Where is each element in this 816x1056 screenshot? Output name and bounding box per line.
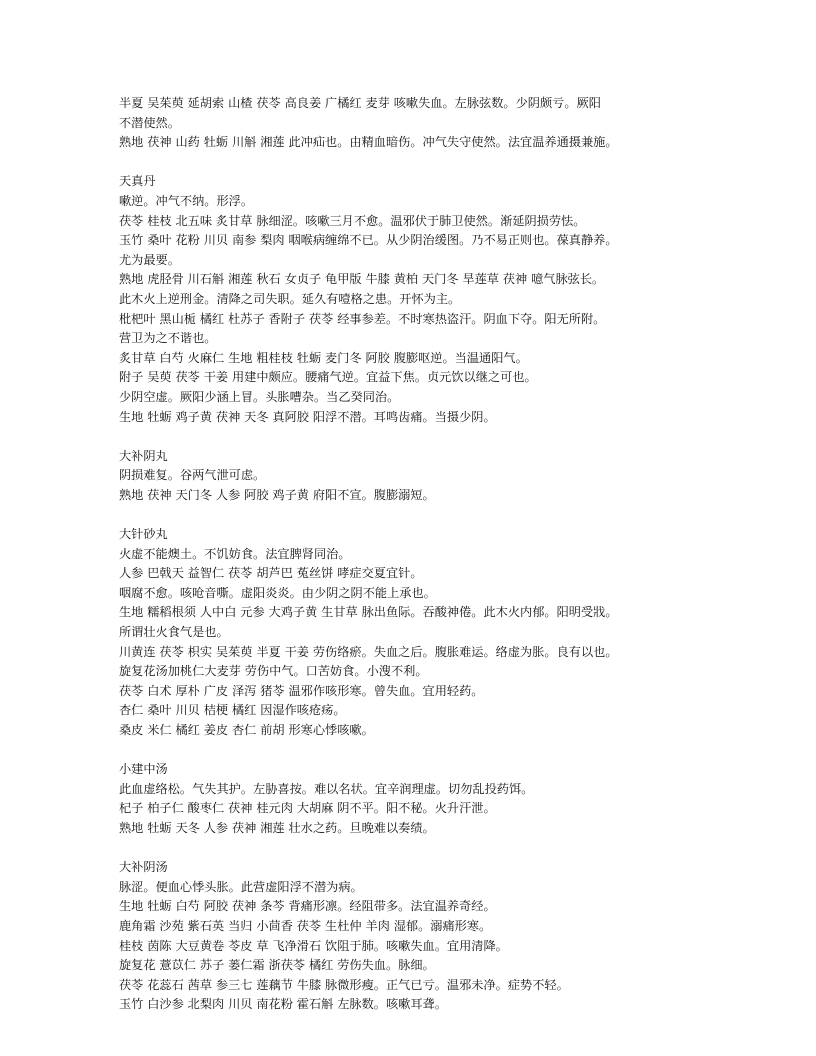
text-line: 半夏 吴茱萸 延胡索 山楂 茯苓 高良姜 广橘红 麦芽 咳嗽失血。左脉弦数。少阴颇亏。厥阳 xyxy=(119,96,601,110)
text-line: 此血虚络松。气失其护。左胁喜按。难以名状。宜辛润理虚。切勿乱投药饵。 xyxy=(119,781,534,796)
paragraph-gap xyxy=(119,153,756,173)
section-dazhensha-wan xyxy=(119,525,756,741)
text-line: 鹿角霜 沙苑 紫石英 当归 小茴香 茯苓 生杜仲 羊肉 湿郁。溺痛形寒。 xyxy=(119,918,492,933)
text-line: 茯苓 花蕊石 茜草 参三七 莲藕节 牛膝 脉微形瘦。正气已亏。温邪未净。症势不轻。 xyxy=(119,977,569,992)
text-line: 玉竹 桑叶 花粉 川贝 南参 梨肉 咽喉病缠绵不已。从少阴治缓图。乃不易正则也。葆真静养。 xyxy=(119,233,618,248)
paragraph-gap xyxy=(119,839,756,859)
text-line: 茯苓 桂枝 北五味 炙甘草 脉细涩。咳嗽三月不愈。温邪伏于肺卫使然。渐延阴损劳怯。 xyxy=(119,213,586,228)
section-dabuyin-wan xyxy=(119,447,756,506)
section-title: 大补阴丸 xyxy=(119,448,168,463)
section-title: 大针砂丸 xyxy=(119,527,168,542)
paragraph-gap xyxy=(119,741,756,761)
text-line: 此木火上逆刑金。清降之司失职。延久有噎格之患。开怀为主。 xyxy=(119,291,461,306)
text-line: 人参 巴戟天 益智仁 茯苓 胡芦巴 菟丝饼 哮症交夏宜针。 xyxy=(119,566,423,581)
text-line: 旋复花汤加桃仁大麦芽 劳伤中气。口苦妨食。小溲不利。 xyxy=(119,664,428,679)
text-line: 杞子 柏子仁 酸枣仁 茯神 桂元肉 大胡麻 阴不平。阳不秘。火升汗泄。 xyxy=(119,801,496,816)
text-line: 旋复花 薏苡仁 苏子 蒌仁霜 浙茯苓 橘红 劳伤失血。脉细。 xyxy=(119,958,435,973)
text-line: 营卫为之不谐也。 xyxy=(119,331,217,346)
text-line: 附子 吴萸 茯苓 干姜 用建中颇应。腰痛气逆。宜益下焦。贞元饮以继之可也。 xyxy=(119,370,537,385)
text-line: 生地 牡蛎 白芍 阿胶 茯神 条芩 背痛形凛。经阻带多。法宜温养奇经。 xyxy=(119,899,496,914)
section-title: 大补阴汤 xyxy=(119,860,168,875)
text-line: 熟地 茯神 天门冬 人参 阿胶 鸡子黄 府阳不宣。腹膨溺短。 xyxy=(119,487,435,502)
text-line: 熟地 茯神 山药 牡蛎 川斛 湘莲 此冲疝也。由精血暗伤。冲气失守使然。法宜温养通摄兼施。 xyxy=(119,135,618,150)
section-title: 天真丹 xyxy=(119,174,156,189)
text-line: 阴损难复。谷两气泄可虑。 xyxy=(119,468,266,483)
text-line: 生地 牡蛎 鸡子黄 茯神 天冬 真阿胶 阳浮不潜。耳鸣齿痛。当摄少阴。 xyxy=(119,409,496,424)
section-tianzhen-dan xyxy=(119,172,756,427)
text-line: 川黄连 茯苓 枳实 吴茱萸 半夏 干姜 劳伤络瘀。失血之后。腹胀难运。络虚为胀。良有以也。 xyxy=(119,644,618,659)
paragraph-gap xyxy=(119,505,756,525)
text-line: 熟地 牡蛎 天冬 人参 茯神 湘莲 壮水之药。旦晚难以奏绩。 xyxy=(119,820,435,835)
section-intro xyxy=(119,94,756,153)
text-line: 火虚不能燠土。不饥妨食。法宜脾肾同治。 xyxy=(119,546,351,561)
text-line: 生地 糯稻根须 人中白 元参 大鸡子黄 生甘草 脉出鱼际。吞酸神倦。此木火内郁。阳明受戕。 xyxy=(119,605,618,620)
text-line: 嗽逆。冲气不纳。形浮。 xyxy=(119,193,254,208)
text-line: 玉竹 白沙参 北梨肉 川贝 南花粉 霍石斛 左脉数。咳嗽耳聋。 xyxy=(119,997,447,1012)
text-line: 桂枝 茵陈 大豆黄卷 苓皮 草 飞净滑石 饮阻于肺。咳嗽失血。宜用清降。 xyxy=(119,938,508,953)
section-xiaojianzhong-tang xyxy=(119,760,756,838)
text-line: 熟地 虎胫骨 川石斛 湘莲 秋石 女贞子 龟甲版 牛膝 黄柏 天门冬 旱莲草 茯神 噫气脉弦长。 xyxy=(119,272,605,287)
text-line: 不潜使然。 xyxy=(119,115,180,130)
text-line: 所谓壮火食气是也。 xyxy=(119,625,229,640)
text-line: 桑皮 米仁 橘红 姜皮 杏仁 前胡 形寒心悸咳嗽。 xyxy=(119,723,374,737)
text-line: 炙甘草 白芍 火麻仁 生地 粗桂枝 牡蛎 麦门冬 阿胶 腹膨呕逆。当温通阳气。 xyxy=(119,350,528,365)
text-line: 枇杷叶 黑山栀 橘红 杜苏子 香附子 茯苓 经事参差。不时寒热盗汗。阴血下夺。阳无所附。 xyxy=(119,311,606,326)
section-dabuyin-tang xyxy=(119,858,756,1015)
text-line: 杏仁 桑叶 川贝 桔梗 橘红 因湿作咳疮疡。 xyxy=(119,703,346,718)
text-line: 茯苓 白术 厚朴 广皮 泽泻 猪苓 温邪作咳形寒。曾失血。宜用轻药。 xyxy=(119,683,484,698)
section-title: 小建中汤 xyxy=(119,762,168,777)
text-line: 尤为最要。 xyxy=(119,252,180,267)
text-line: 脉涩。便血心悸头胀。此营虚阳浮不潜为病。 xyxy=(119,879,363,894)
paragraph-gap xyxy=(119,427,756,447)
text-line: 少阴空虚。厥阳少涵上冒。头胀嘈杂。当乙癸同治。 xyxy=(119,389,400,404)
text-line: 咽腐不愈。咳呛音嘶。虚阳炎炎。由少阴之阴不能上承也。 xyxy=(119,585,436,600)
